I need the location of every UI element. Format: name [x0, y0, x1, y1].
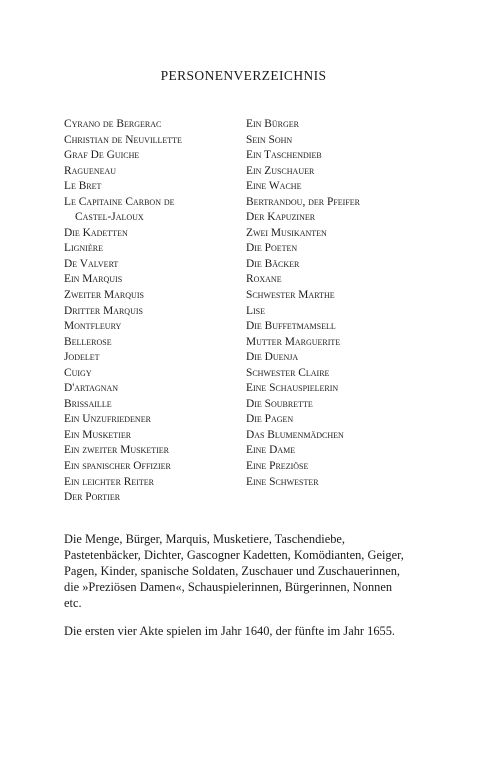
cast-entry: Le Capitaine Carbon de	[64, 195, 175, 208]
cast-entry: Ein Bürger	[246, 118, 299, 130]
setting-paragraph: Die ersten vier Akte spielen im Jahr 1640, der fünfte im Jahr 1655.	[64, 624, 396, 638]
cast-entry: Schwester Claire	[246, 366, 330, 379]
cast-list-left	[64, 117, 242, 506]
cast-entry: Die Buffetmamsell	[246, 320, 336, 333]
cast-entry: Die Kadetten	[64, 226, 128, 239]
cast-entry: Ein Marquis	[64, 273, 123, 286]
cast-entry: Cyrano de Bergerac	[64, 118, 162, 130]
cast-entry: Die Poeten	[246, 242, 298, 255]
cast-entry: Das Blumenmädchen	[246, 428, 344, 441]
cast-entry: Eine Dame	[246, 444, 296, 457]
cast-entry: Der Portier	[64, 491, 121, 504]
cast-entry: Bertrandou, der Pfeifer	[246, 195, 360, 208]
cast-entry: Ein zweiter Musketier	[64, 444, 169, 457]
cast-list-right	[246, 117, 446, 490]
cast-entry: Eine Wache	[246, 180, 302, 193]
cast-entry: Roxane	[246, 273, 282, 286]
cast-entry: Ein Musketier	[64, 428, 132, 441]
cast-entry: Bellerose	[64, 335, 112, 348]
cast-entry: Die Soubrette	[246, 397, 313, 410]
cast-entry: Ein Unzufriedener	[64, 413, 151, 426]
cast-entry: Jodelet	[64, 351, 100, 364]
cast-entry: Schwester Marthe	[246, 289, 335, 302]
cast-entry: Lignière	[64, 242, 103, 255]
cast-entry: Brissaille	[64, 397, 112, 410]
cast-entry: Die Pagen	[246, 413, 294, 426]
cast-entry: Ein Zuschauer	[246, 164, 315, 177]
crowd-paragraph: Die Menge, Bürger, Marquis, Musketiere, Taschendiebe, Pastetenbäcker, Dichter, Gascogner Kadetten, Komödianten, Geiger, Pagen, Kinder, spanische Soldaten, Zuschauer und Zuschauerinnen, die »Preziösen Damen«, Schauspielerinnen, Bürgerinnen, Nonnen etc.	[64, 532, 404, 610]
cast-entry: Dritter Marquis	[64, 304, 143, 317]
cast-entry: Eine Preziöse	[246, 460, 309, 473]
cast-entry: Ein spanischer Offizier	[64, 460, 171, 473]
cast-entry: Le Bret	[64, 180, 102, 193]
cast-entry: Montfleury	[64, 320, 122, 333]
cast-entry: Ragueneau	[64, 164, 117, 177]
cast-entry: D'artagnan	[64, 382, 119, 395]
cast-entry: Eine Schauspielerin	[246, 382, 339, 395]
cast-entry: Christian de Neuvillette	[64, 133, 182, 146]
cast-entry: Graf De Guiche	[64, 149, 140, 162]
cast-entry: Mutter Marguerite	[246, 335, 341, 348]
cast-entry: Die Duenja	[246, 351, 299, 364]
cast-entry: Sein Sohn	[246, 133, 293, 146]
page-title: PERSONENVERZEICHNIS	[160, 68, 327, 83]
cast-entry: De Valvert	[64, 257, 119, 270]
cast-entry: Ein leichter Reiter	[64, 475, 155, 488]
cast-entry: Eine Schwester	[246, 475, 319, 488]
cast-entry: Ein Taschendieb	[246, 149, 322, 162]
cast-entry: Cuigy	[64, 366, 92, 379]
cast-entry: Zweiter Marquis	[64, 289, 144, 302]
cast-entry: Castel-Jaloux	[75, 211, 144, 224]
cast-entry: Lise	[246, 304, 265, 317]
cast-entry: Der Kapuziner	[246, 211, 316, 224]
cast-entry: Die Bäcker	[246, 257, 300, 270]
cast-entry: Zwei Musikanten	[246, 226, 327, 239]
